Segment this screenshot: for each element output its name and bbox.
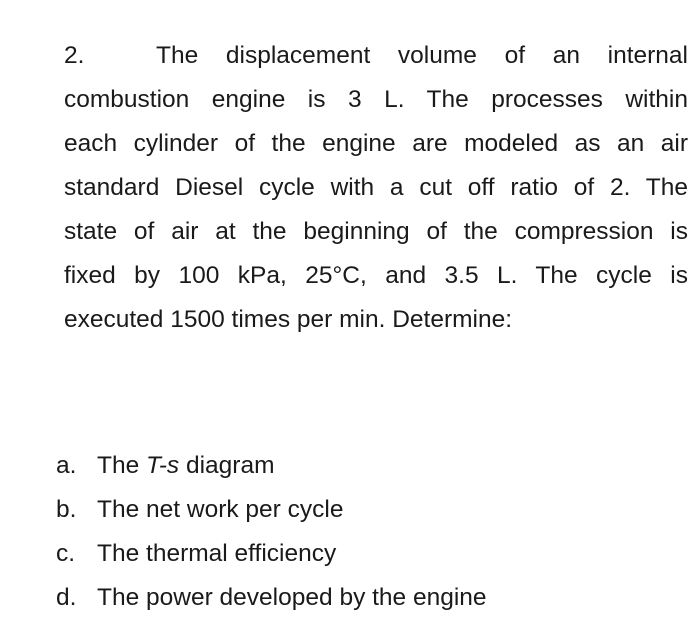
question-part-c <box>56 532 487 576</box>
problem-line-2: combustion engine is 3 L. The processes within <box>64 86 688 113</box>
problem-paragraph <box>64 34 688 342</box>
question-parts-list <box>56 444 487 620</box>
part-letter: c. <box>56 540 76 567</box>
problem-statement <box>64 34 688 342</box>
part-a-prefix: The <box>97 452 147 479</box>
problem-line-4: standard Diesel cycle with a cut off ratio of 2. The <box>64 174 688 201</box>
question-part-a <box>56 444 487 488</box>
part-a-italic: T-s <box>146 452 180 479</box>
problem-line-7: executed 1500 times per min. Determine: <box>64 306 513 333</box>
part-letter: d. <box>56 584 77 611</box>
part-text: The power developed by the engine <box>97 584 487 611</box>
question-part-d <box>56 576 487 620</box>
question-part-b <box>56 488 487 532</box>
problem-line-1 <box>64 34 688 78</box>
part-text <box>97 444 275 488</box>
part-a-suffix: diagram <box>179 452 275 479</box>
part-text: The net work per cycle <box>97 496 344 523</box>
part-letter: b. <box>56 496 77 523</box>
problem-line-1-text: The displacement volume of an internal <box>156 42 688 69</box>
problem-number: 2. <box>64 42 85 69</box>
problem-line-5: state of air at the beginning of the compression is <box>64 218 688 245</box>
problem-line-3: each cylinder of the engine are modeled as an air <box>64 130 688 157</box>
part-text: The thermal efficiency <box>97 540 337 567</box>
problem-line-6: fixed by 100 kPa, 25°C, and 3.5 L. The cycle is <box>64 262 688 289</box>
part-letter: a. <box>56 452 77 479</box>
